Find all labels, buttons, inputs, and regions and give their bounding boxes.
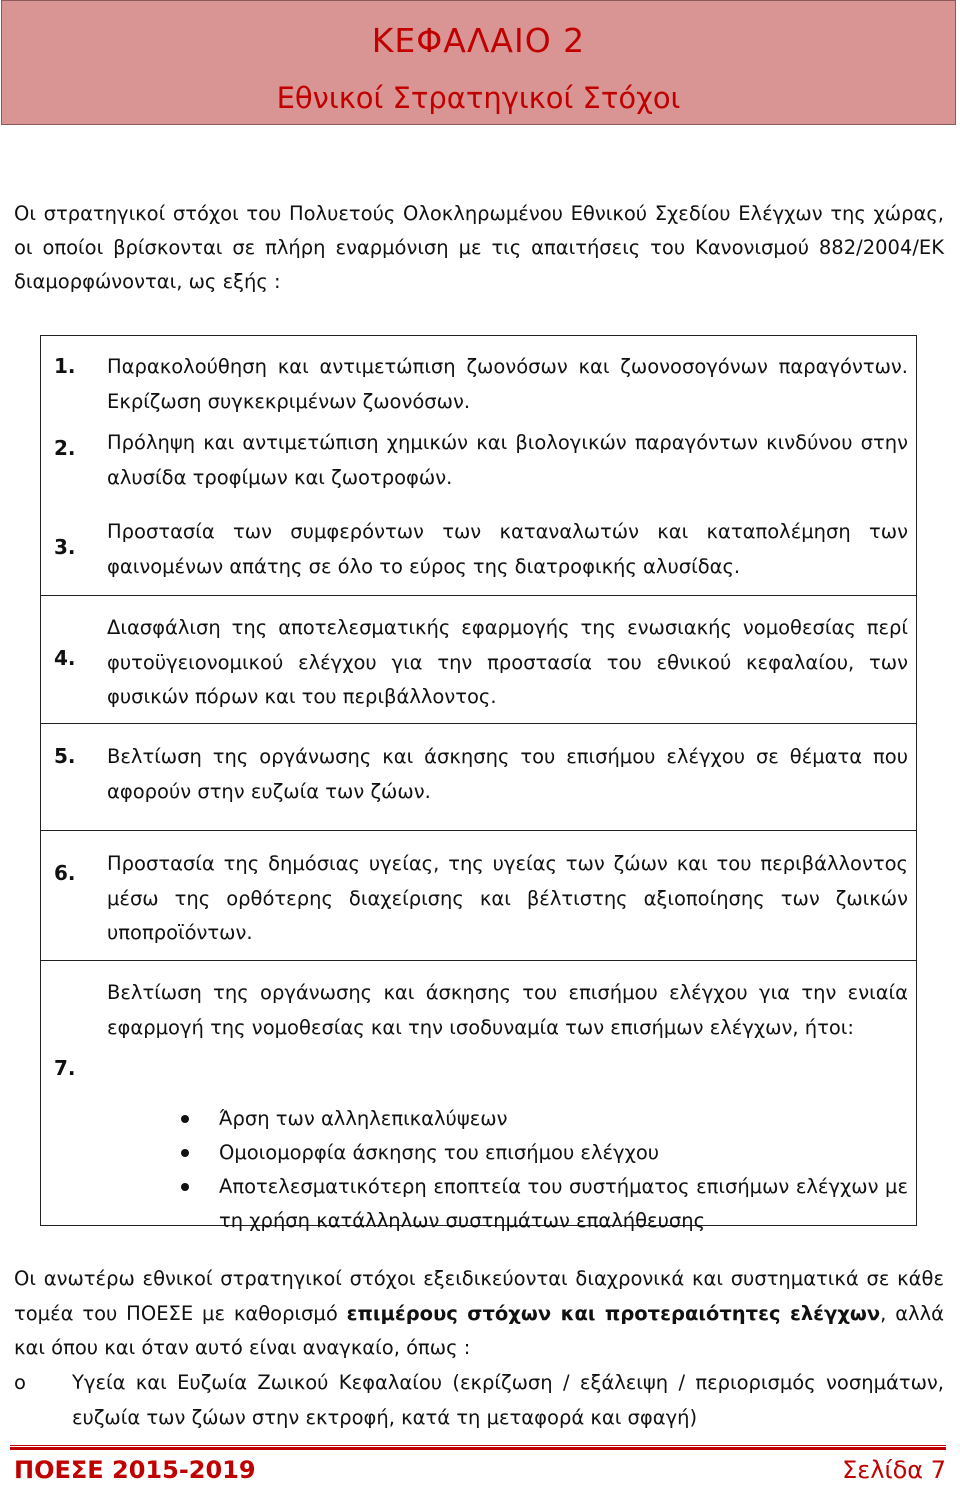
bullet-item — [181, 1170, 908, 1238]
goal-text: Προστασία της δημόσιας υγείας, της υγείας των ζώων και του περιβάλλοντος μέσω της ορθότερης διαχείρισης και βέλτιστης αξιοποίησης των ζωικών υποπροϊόντων. — [107, 852, 908, 944]
bullet-text: Αποτελεσματικότερη εποπτεία του συστήματος επισήμων ελέγχων με τη χρήση κατάλληλων συστημάτων επαλήθευσης — [219, 1175, 908, 1232]
goal-number: 6. — [54, 861, 76, 885]
goal-number: 1. — [54, 354, 76, 378]
goal-number: 5. — [54, 744, 76, 768]
bullet-dot-icon — [181, 1149, 189, 1157]
goal-number: 2. — [54, 436, 76, 460]
goal-text: Προστασία των συμφερόντων των καταναλωτών και καταπολέμηση των φαινομένων απάτης σε όλο το εύρος της διατροφικής αλυσίδας. — [107, 520, 908, 578]
goal-row-3 — [41, 503, 916, 595]
chapter-title: ΚΕΦΑΛΑΙΟ 2 — [371, 21, 586, 60]
intro-paragraph: Οι στρατηγικοί στόχοι του Πολυετούς Ολοκληρωμένου Εθνικού Σχεδίου Ελέγχων της χώρας, οι οποίοι βρίσκονται σε πλήρη εναρμόνιση με τις απαιτήσεις του Κανονισμού 882/2004/ΕΚ διαμορφώνονται, ως εξής : — [14, 202, 944, 293]
footer-divider — [10, 1445, 946, 1450]
goal-number: 3. — [54, 535, 76, 559]
goal-row-6 — [41, 830, 916, 961]
goal-text: Πρόληψη και αντιμετώπιση χημικών και βιολογικών παραγόντων κινδύνου στην αλυσίδα τροφίμων και ζωοτροφών. — [107, 431, 908, 489]
goals-table — [40, 335, 917, 1232]
circle-bullet-icon: o — [14, 1371, 26, 1394]
bullet-item — [181, 1102, 908, 1136]
goal-7-bullets — [181, 1102, 908, 1238]
goal-row-2 — [41, 426, 916, 503]
bullet-dot-icon — [181, 1115, 189, 1123]
closing-text-2: , αλλά και όπου και όταν αυτό είναι αναγκαίο, όπως : — [14, 1301, 945, 1359]
goal-row-1 — [41, 336, 916, 426]
goal-text: Βελτίωση της οργάνωσης και άσκησης του επισήμου ελέγχου για την ενιαία εφαρμογή της νομοθεσίας και την ισοδυναμία των επισήμων ελέγχων, ήτοι: — [107, 981, 908, 1039]
bullet-item — [181, 1136, 908, 1170]
goal-number: 4. — [54, 646, 76, 670]
closing-text-1: Οι ανωτέρω εθνικοί στρατηγικοί στόχοι εξειδικεύονται διαχρονικά και συστηματικά σε κάθε τομέα του ΠΟΕΣΕ με καθορισμό — [14, 1267, 944, 1325]
footer-page-number: Σελίδα 7 — [842, 1456, 946, 1484]
goal-row-7 — [41, 960, 916, 1232]
chapter-header — [1, 0, 956, 125]
goal-number: 7. — [54, 1056, 76, 1080]
goal-text: Διασφάλιση της αποτελεσματικής εφαρμογής της ενωσιακής νομοθεσίας περί φυτοϋγειονομικού ελέγχου για την προστασία του εθνικού κεφαλαίου, των φυσικών πόρων και του περιβάλλοντος. — [107, 616, 908, 708]
sub-list-text: Υγεία και Ευζωία Ζωικού Κεφαλαίου (εκρίζωση / εξάλειψη / περιορισμός νοσημάτων, ευζωία των ζώων στην εκτροφή, κατά τη μεταφορά και σφαγή) — [72, 1371, 944, 1429]
closing-paragraph — [14, 1262, 944, 1366]
chapter-subtitle: Εθνικοί Στρατηγικοί Στόχοι — [276, 81, 681, 115]
goal-row-5 — [41, 723, 916, 831]
footer-document-title: ΠΟΕΣΕ 2015-2019 — [14, 1456, 256, 1484]
bullet-text: Ομοιομορφία άσκησης του επισήμου ελέγχου — [219, 1141, 660, 1164]
goal-text: Παρακολούθηση και αντιμετώπιση ζωονόσων και ζωονοσογόνων παραγόντων. Εκρίζωση συγκεκριμένων ζωονόσων. — [107, 355, 908, 413]
goal-row-4 — [41, 595, 916, 724]
goal-text: Βελτίωση της οργάνωσης και άσκησης του επισήμου ελέγχου σε θέματα που αφορούν στην ευζωία των ζώων. — [107, 745, 908, 803]
bullet-dot-icon — [181, 1183, 189, 1191]
bullet-text: Άρση των αλληλεπικαλύψεων — [219, 1107, 508, 1130]
closing-bold-text: επιμέρους στόχων και προτεραιότητες ελέγχων — [346, 1301, 881, 1325]
sub-list-item — [14, 1366, 944, 1435]
